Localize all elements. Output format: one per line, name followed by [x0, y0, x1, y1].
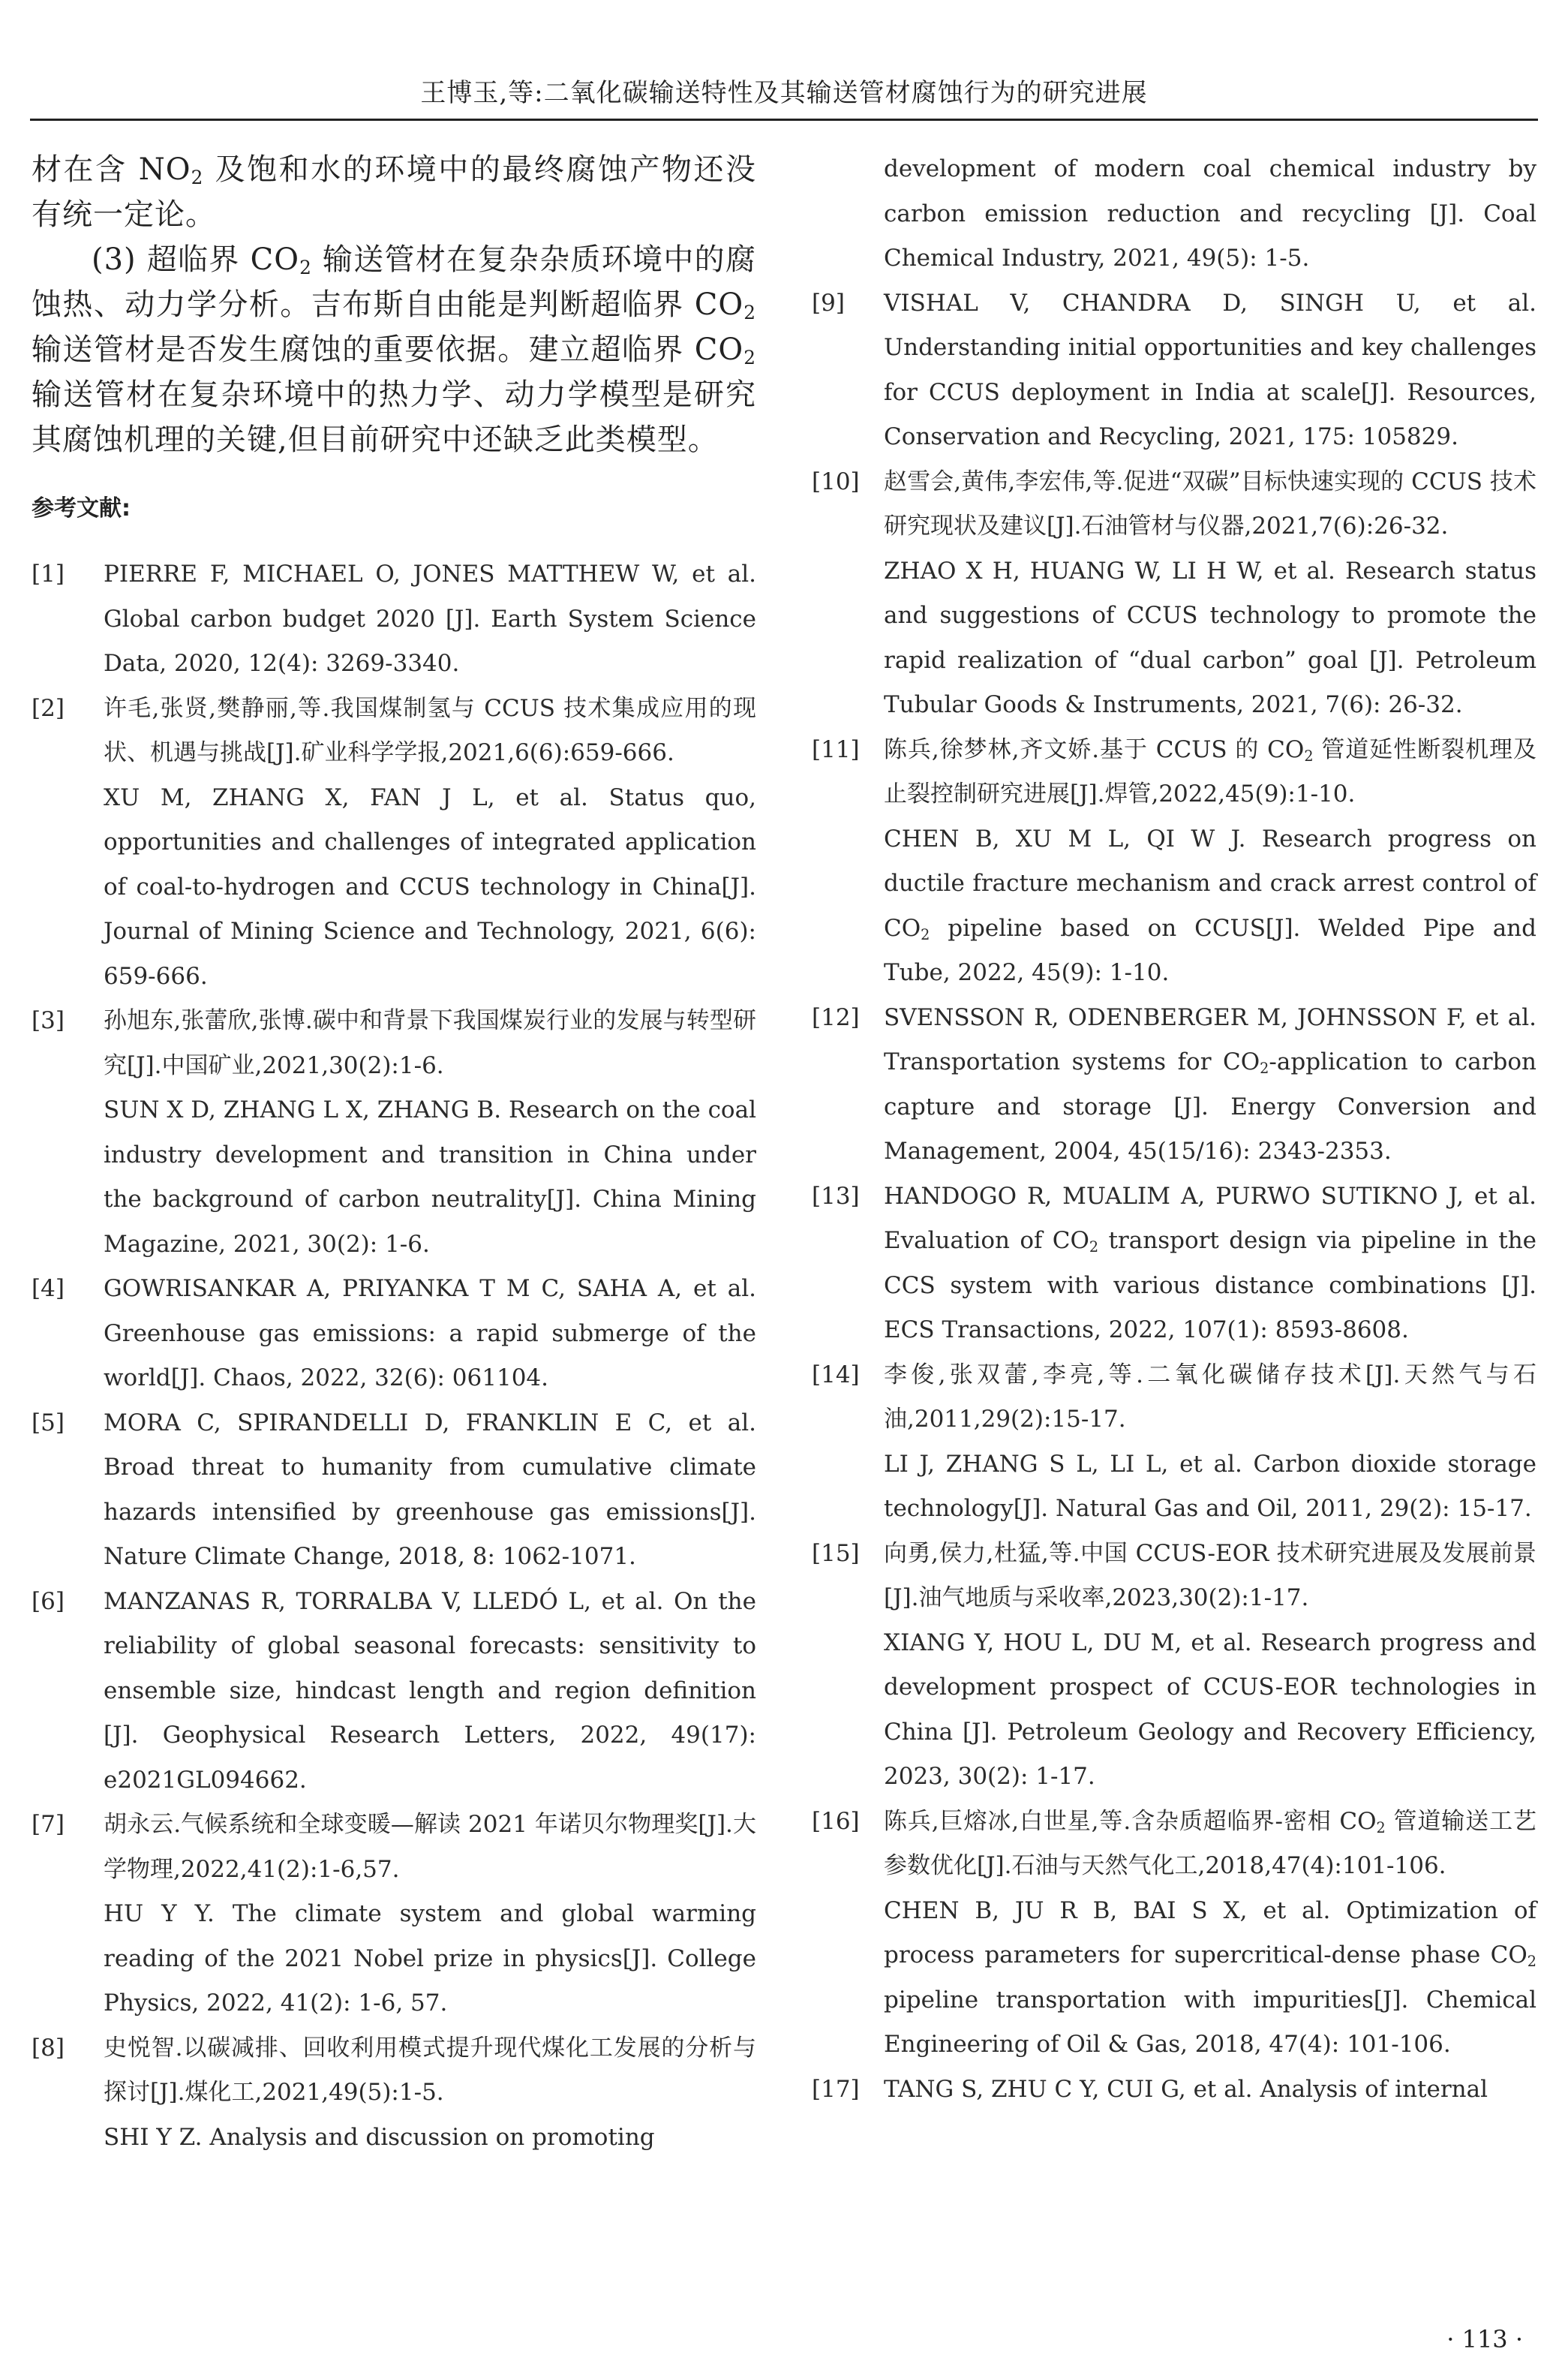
text-run: HANDOGO R, MUALIM A, PURWO SUTIKNO J, et al. Evaluation of CO	[884, 1182, 1536, 1254]
reference-number: [8]	[32, 2034, 65, 2062]
reference-number: [12]	[812, 1003, 860, 1031]
text-run: pipeline based on CCUS[J]. Welded Pipe and Tube, 2022, 45(9): 1-10.	[884, 914, 1536, 986]
reference-item	[812, 1800, 1536, 2068]
reference-item	[812, 728, 1536, 996]
reference-zh	[884, 728, 1536, 817]
reference-en: GOWRISANKAR A, PRIYANKA T M C, SAHA A, et al. Greenhouse gas emissions: a rapid submerge of the world[J]. Chaos, 2022, 32(6): 061104.	[104, 1275, 756, 1391]
reference-item	[32, 2026, 756, 2161]
reference-item	[812, 2068, 1536, 2113]
reference-number: [4]	[32, 1275, 65, 1302]
text-run: 输送管材在复杂环境中的热力学、动力学模型是研究其腐蚀机理的关键,但目前研究中还缺乏此类模型。	[32, 377, 756, 457]
reference-en	[884, 1174, 1536, 1353]
subscript: 2	[743, 347, 756, 369]
reference-zh: 孙旭东,张蕾欣,张博.碳中和背景下我国煤炭行业的发展与转型研究[J].中国矿业,2021,30(2):1-6.	[104, 1007, 756, 1079]
text-run: 陈兵,巨熔冰,白世星,等.含杂质超临界-密相 CO	[884, 1807, 1377, 1835]
text-run: (3) 超临界 CO	[92, 242, 300, 277]
reference-en: TANG S, ZHU C Y, CUI G, et al. Analysis of internal	[884, 2075, 1488, 2103]
subscript: 2	[1260, 1059, 1269, 1077]
reference-item	[812, 281, 1536, 460]
subscript: 2	[191, 167, 204, 189]
reference-en: HU Y Y. The climate system and global warming reading of the 2021 Nobel prize in physics[J]. College Physics, 2022, 41(2): 1-6, 57.	[104, 1900, 756, 2017]
subscript: 2	[1089, 1238, 1099, 1256]
text-run: 及饱和水的环境中的最终腐蚀产物还没有统一定论。	[32, 152, 756, 232]
reference-number: [13]	[812, 1182, 860, 1210]
reference-zh: 赵雪会,黄伟,李宏伟,等.促进“双碳”目标快速实现的 CCUS 技术研究现状及建议[J].石油管材与仪器,2021,7(6):26-32.	[884, 468, 1536, 540]
reference-item	[812, 460, 1536, 728]
reference-zh: 李俊,张双蕾,李亮,等.二氧化碳储存技术[J].天然气与石油,2011,29(2):15-17.	[884, 1361, 1536, 1433]
reference-en	[884, 817, 1536, 996]
reference-number: [3]	[32, 1007, 65, 1034]
reference-item	[32, 552, 756, 687]
reference-number: [15]	[812, 1539, 860, 1567]
body-paragraph-1	[32, 147, 756, 237]
reference-list-right	[812, 147, 1536, 2112]
reference-en: LI J, ZHANG S L, LI L, et al. Carbon dioxide storage technology[J]. Natural Gas and Oil, 2011, 29(2): 15-17.	[884, 1450, 1536, 1522]
reference-zh: 许毛,张贤,樊静丽,等.我国煤制氢与 CCUS 技术集成应用的现状、机遇与挑战[J].矿业科学学报,2021,6(6):659-666.	[104, 694, 756, 766]
text-run: CHEN B, XU M L, QI W J. Research progress on ductile fracture mechanism and crack arrest control of CO	[884, 825, 1536, 942]
reference-en: SUN X D, ZHANG L X, ZHANG B. Research on the coal industry development and transition in China under the background of carbon neutrality[J]. China Mining Magazine, 2021, 30(2): 1-6.	[104, 1096, 756, 1258]
text-run: 输送管材在复杂杂质环境中的腐蚀热、动力学分析。吉布斯自由能是判断超临界 CO	[32, 242, 756, 322]
reference-item	[32, 1401, 756, 1580]
subscript: 2	[1527, 1952, 1536, 1970]
reference-en: MORA C, SPIRANDELLI D, FRANKLIN E C, et al. Broad threat to humanity from cumulative climate hazards intensified by greenhouse gas emissions[J]. Nature Climate Change, 2018, 8: 1062-1071.	[104, 1409, 756, 1570]
reference-zh: 胡永云.气候系统和全球变暖—解读 2021 年诺贝尔物理奖[J].大学物理,2022,41(2):1-6,57.	[104, 1811, 756, 1883]
reference-item	[32, 999, 756, 1267]
reference-item	[812, 1174, 1536, 1353]
reference-en	[884, 1889, 1536, 2068]
reference-en: MANZANAS R, TORRALBA V, LLEDÓ L, et al. On the reliability of global seasonal forecasts: sensitivity to ensemble size, hindcast length and region definition [J]. Geophysical Research Letters, 2022, 49(17): e2021GL094662.	[104, 1587, 756, 1794]
reference-en: PIERRE F, MICHAEL O, JONES MATTHEW W, et al. Global carbon budget 2020 [J]. Earth System Science Data, 2020, 12(4): 3269-3340.	[104, 561, 756, 677]
reference-list-left	[32, 552, 756, 2160]
reference-number: [6]	[32, 1587, 65, 1615]
text-run: CHEN B, JU R B, BAI S X, et al. Optimization of process parameters for supercritical-dense phase CO	[884, 1896, 1536, 1968]
text-run: 陈兵,徐梦林,齐文娇.基于 CCUS 的 CO	[884, 735, 1305, 763]
subscript: 2	[743, 302, 756, 324]
reference-zh	[884, 1800, 1536, 1889]
reference-number: [5]	[32, 1409, 65, 1436]
reference-item	[32, 1580, 756, 1803]
reference-item	[812, 996, 1536, 1174]
text-run: pipeline transportation with impurities[J]. Chemical Engineering of Oil & Gas, 2018, 47(4): 101-106.	[884, 1986, 1536, 2058]
text-run: -application to carbon capture and storage [J]. Energy Conversion and Management, 2004, 45(15/16): 2343-2353.	[884, 1048, 1536, 1165]
left-column	[32, 147, 756, 2160]
reference-item	[812, 1532, 1536, 1800]
reference-zh: 向勇,侯力,杜猛,等.中国 CCUS-EOR 技术研究进展及发展前景[J].油气地质与采收率,2023,30(2):1-17.	[884, 1539, 1536, 1611]
reference-en: XU M, ZHANG X, FAN J L, et al. Status quo, opportunities and challenges of integrated application of coal-to-hydrogen and CCUS technology in China[J]. Journal of Mining Science and Technology, 2021, 6(6): 659-666.	[104, 783, 756, 990]
reference-number: [10]	[812, 468, 860, 495]
text-run: 管道输送工艺参数优化[J].石油与天然气化工,2018,47(4):101-106.	[884, 1807, 1536, 1879]
reference-number: [9]	[812, 289, 845, 317]
reference-number: [17]	[812, 2075, 860, 2103]
reference-en: XIANG Y, HOU L, DU M, et al. Research progress and development prospect of CCUS-EOR technologies in China [J]. Petroleum Geology and Recovery Efficiency, 2023, 30(2): 1-17.	[884, 1629, 1536, 1790]
reference-number: [14]	[812, 1361, 860, 1388]
page-number: · 113 ·	[1446, 2325, 1523, 2353]
reference-en	[884, 996, 1536, 1174]
header-rule	[30, 119, 1538, 121]
reference-number: [11]	[812, 735, 860, 763]
subscript: 2	[299, 257, 312, 279]
reference-item	[812, 1353, 1536, 1532]
reference-item	[32, 1803, 756, 2026]
reference-en: VISHAL V, CHANDRA D, SINGH U, et al. Understanding initial opportunities and key challenges for CCUS deployment in India at scale[J]. Resources, Conservation and Recycling, 2021, 175: 105829.	[884, 289, 1536, 450]
reference-item	[32, 687, 756, 1000]
subscript: 2	[921, 925, 930, 943]
text-run: 管道延性断裂机理及止裂控制研究进展[J].焊管,2022,45(9):1-10.	[884, 735, 1536, 808]
reference-number: [2]	[32, 694, 65, 722]
reference-zh: 史悦智.以碳减排、回收利用模式提升现代煤化工发展的分析与探讨[J].煤化工,2021,49(5):1-5.	[104, 2034, 756, 2106]
reference-number: [16]	[812, 1807, 860, 1835]
reference-item	[32, 1267, 756, 1401]
body-paragraph-2	[32, 237, 756, 462]
references-heading: 参考文献:	[32, 495, 131, 522]
subscript: 2	[1376, 1818, 1386, 1836]
text-run: transport design via pipeline in the CCS system with various distance combinations [J]. ECS Transactions, 2022, 107(1): 8593-8608.	[884, 1227, 1536, 1343]
subscript: 2	[1304, 747, 1314, 765]
reference-en: ZHAO X H, HUANG W, LI H W, et al. Research status and suggestions of CCUS technology to promote the rapid realization of “dual carbon” goal [J]. Petroleum Tubular Goods & Instruments, 2021, 7(6): 26-32.	[884, 557, 1536, 718]
text-run: 输送管材是否发生腐蚀的重要依据。建立超临界 CO	[32, 332, 744, 367]
reference-en: development of modern coal chemical industry by carbon emission reduction and recycling [J]. Coal Chemical Industry, 2021, 49(5): 1-5.	[884, 155, 1536, 272]
reference-number: [7]	[32, 1811, 65, 1838]
reference-continuation	[812, 147, 1536, 281]
reference-en: SHI Y Z. Analysis and discussion on promoting	[104, 2123, 655, 2151]
text-run: SVENSSON R, ODENBERGER M, JOHNSSON F, et al. Transportation systems for CO	[884, 1003, 1536, 1075]
right-column	[812, 147, 1536, 2112]
text-run: 材在含 NO	[32, 152, 191, 187]
reference-number: [1]	[32, 561, 65, 588]
running-header: 王博玉,等:二氧化碳输送特性及其输送管材腐蚀行为的研究进展	[420, 78, 1148, 108]
